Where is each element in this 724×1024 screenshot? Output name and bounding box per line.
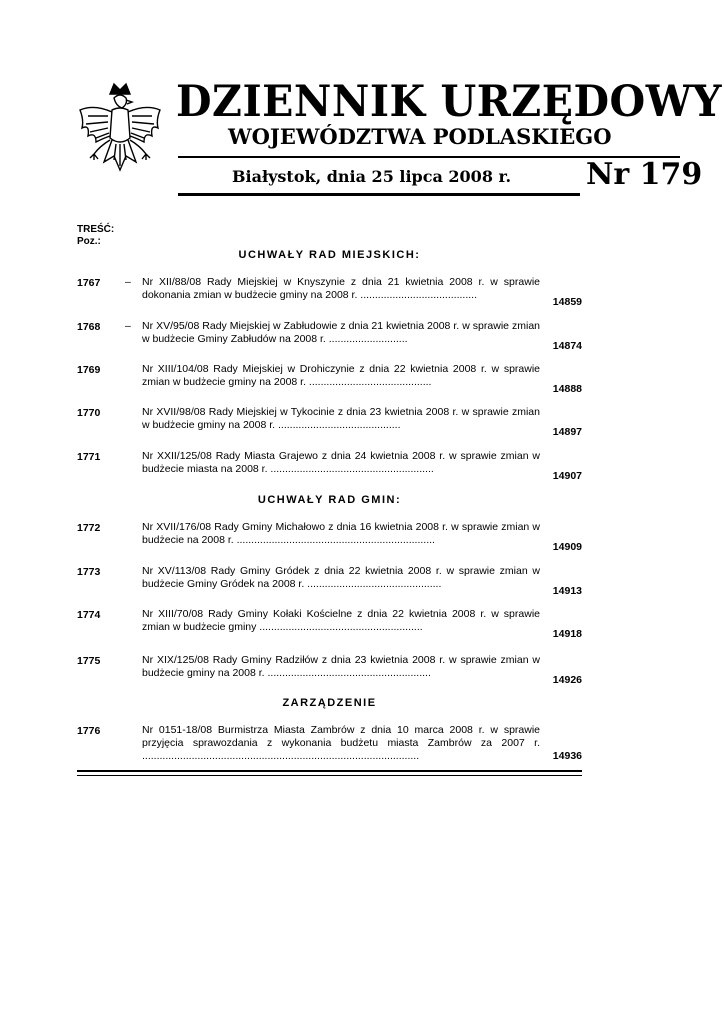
toc-entry [77, 363, 582, 395]
entry-page: 14913 [552, 585, 582, 597]
entry-page: 14936 [552, 750, 582, 762]
footer-rule-thick [77, 770, 582, 772]
toc-entry [77, 565, 582, 597]
polish-eagle-emblem-icon [74, 80, 166, 180]
toc-entry [77, 608, 582, 640]
entry-dash: – [125, 320, 131, 332]
entry-position: 1770 [77, 407, 101, 419]
publication-title: DZIENNIK URZĘDOWY [176, 76, 723, 127]
entry-description: Nr XVII/176/08 Rady Gminy Michałowo z dnia 16 kwietnia 2008 r. w sprawie zmian w budżecie na 2008 r. .................................................................... [142, 521, 540, 546]
section-heading: UCHWAŁY RAD GMIN: [257, 494, 402, 506]
entry-position: 1768 [77, 321, 101, 333]
entry-description: Nr XV/95/08 Rady Miejskiej w Zabłudowie z dnia 21 kwietnia 2008 r. w sprawie zmian w budżecie Gminy Zabłudów na 2008 r. ........................... [142, 320, 540, 345]
toc-entry [77, 724, 582, 762]
masthead-rule-bottom [178, 193, 580, 196]
entry-page: 14909 [552, 541, 582, 553]
toc-entry [77, 320, 582, 352]
entry-description: Nr XIII/70/08 Rady Gminy Kołaki Kościelne z dnia 22 kwietnia 2008 r. w sprawie zmian w budżecie gminy ........................................................ [142, 608, 540, 633]
issue-dateline: Białystok, dnia 25 lipca 2008 r. [232, 167, 512, 186]
toc-entry [77, 450, 582, 482]
toc-entry [77, 521, 582, 553]
entry-position: 1773 [77, 566, 101, 578]
entry-description: Nr XIX/125/08 Rady Gminy Radziłów z dnia 23 kwietnia 2008 r. w sprawie zmian w budżecie gminy na 2008 r. ........................................................ [142, 654, 540, 679]
entry-description: Nr XIII/104/08 Rady Miejskiej w Drohiczynie z dnia 22 kwietnia 2008 r. w sprawie zmian w budżecie gminy na 2008 r. .......................................... [142, 363, 540, 388]
entry-description: Nr XV/113/08 Rady Gminy Gródek z dnia 22 kwietnia 2008 r. w sprawie zmian w budżecie Gminy Gródek na 2008 r. .............................................. [142, 565, 540, 590]
toc-entry [77, 654, 582, 686]
entry-page: 14918 [552, 628, 582, 640]
entry-position: 1767 [77, 277, 101, 289]
entry-page: 14897 [552, 426, 582, 438]
section-heading: ZARZĄDZENIE [282, 697, 377, 709]
entry-position: 1776 [77, 725, 101, 737]
toc-label: TREŚĆ: [77, 224, 115, 235]
entry-page: 14888 [552, 383, 582, 395]
entry-position: 1775 [77, 655, 101, 667]
toc-position-label: Poz.: [77, 236, 101, 247]
toc-entry [77, 276, 582, 308]
entry-page: 14859 [552, 296, 582, 308]
entry-page: 14926 [552, 674, 582, 686]
toc-entry [77, 406, 582, 438]
issue-number: Nr 179 [586, 157, 703, 192]
entry-description: Nr XVII/98/08 Rady Miejskiej w Tykocinie z dnia 23 kwietnia 2008 r. w sprawie zmian w budżecie gminy na 2008 r. .......................................... [142, 406, 540, 431]
entry-description: Nr 0151-18/08 Burmistrza Miasta Zambrów z dnia 10 marca 2008 r. w sprawie przyjęcia sprawozdania z wykonania budżetu miasta Zambrów za 2007 r. ............................................................................................... [142, 724, 540, 762]
section-heading: UCHWAŁY RAD MIEJSKICH: [238, 249, 421, 261]
footer-rule-thin [77, 775, 582, 776]
entry-page: 14874 [552, 340, 582, 352]
entry-dash: – [125, 276, 131, 288]
entry-position: 1774 [77, 609, 101, 621]
entry-description: Nr XXII/125/08 Rady Miasta Grajewo z dnia 24 kwietnia 2008 r. w sprawie zmian w budżecie miasta na 2008 r. ........................................................ [142, 450, 540, 475]
entry-position: 1772 [77, 522, 101, 534]
publication-subtitle: WOJEWÓDZTWA PODLASKIEGO [228, 124, 612, 149]
entry-position: 1771 [77, 451, 101, 463]
entry-position: 1769 [77, 364, 101, 376]
entry-page: 14907 [552, 470, 582, 482]
entry-description: Nr XII/88/08 Rady Miejskiej w Knyszynie z dnia 21 kwietnia 2008 r. w sprawie dokonania zmian w budżecie gminy na 2008 r. ........................................ [142, 276, 540, 301]
